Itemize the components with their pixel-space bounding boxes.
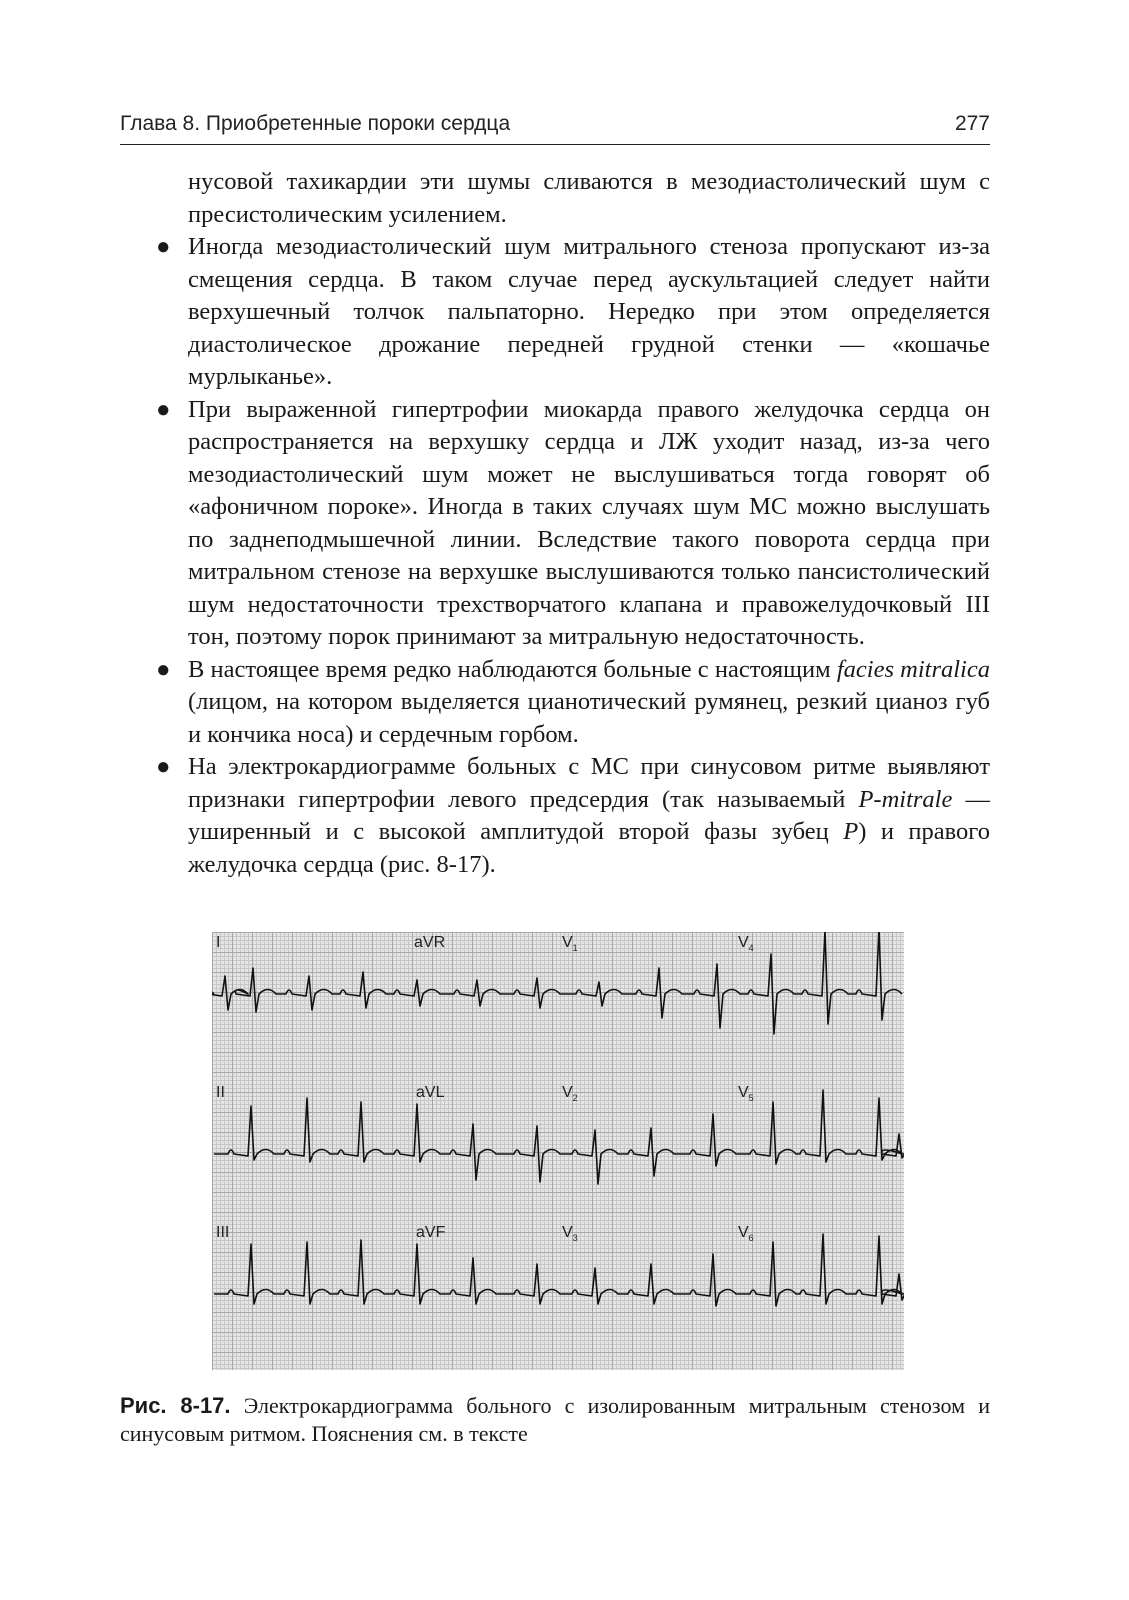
figure-caption xyxy=(120,1392,990,1448)
lead-label: aVF xyxy=(416,1224,446,1241)
continuation-paragraph: нусовой тахикардии эти шумы сливаются в мезодиастолический шум с пресистолическим усилением. xyxy=(188,168,990,228)
bullet-text-start: На электрокардиограмме больных с МС при синусовом ритме выявляют признаки гипертрофии левого предсердия (так называемый xyxy=(188,753,990,813)
bullet-item xyxy=(120,654,990,752)
ecg-trace xyxy=(212,932,902,1034)
ecg-trace xyxy=(214,1090,904,1184)
bullet-item xyxy=(120,394,990,654)
lead-label: II xyxy=(216,1084,225,1101)
bullet-icon: ● xyxy=(156,396,171,423)
bullet-item xyxy=(120,231,990,394)
lead-label: $V_1$ xyxy=(562,934,578,954)
lead-label: $V_4$ xyxy=(738,934,754,954)
bullet-item xyxy=(120,751,990,881)
bullet-text-start: В настоящее время редко наблюдаются больные с настоящим xyxy=(188,655,837,683)
bullet-text: При выраженной гипертрофии миокарда правого желудочка сердца он распространяется на верхушку сердца и ЛЖ уходит назад, из-за чего мезодиастолический шум может не выслушиваться тогда говорят об «афоничном пороке». Иногда в таких случаях шум МС можно выслушать по заднеподмышечной линии. Вследствие такого поворота сердца при митральном стенозе на верхушке выслушиваются только пансистолический шум недостаточности трехстворчатого клапана и правожелудочковый III тон, поэтому порок принимают за митральную недостаточность. xyxy=(188,395,990,650)
lead-label: aVR xyxy=(414,934,446,951)
bullet-icon: ● xyxy=(156,656,171,683)
bullet-italic-term: facies mitralica xyxy=(836,655,990,683)
bullet-icon: ● xyxy=(156,754,171,780)
bullet-icon: ● xyxy=(156,234,171,260)
ecg-traces xyxy=(212,932,904,1370)
page-number: 277 xyxy=(954,112,990,135)
caption-text: Электрокардиограмма больного с изолированным митральным стенозом и синусовым ритмом. Пояснения см. в тексте xyxy=(120,1393,990,1446)
ecg-trace xyxy=(214,1234,904,1306)
lead-label: $V_2$ xyxy=(562,1084,578,1104)
lead-label: $V_3$ xyxy=(562,1224,578,1244)
ecg-figure xyxy=(212,932,904,1370)
bullet-text-middle: — уширенный и с высокой амплитудой второй фазы зубец xyxy=(188,785,990,845)
chapter-title: Глава 8. Приобретенные пороки сердца xyxy=(120,112,511,135)
lead-label: aVL xyxy=(416,1084,445,1101)
bullet-text-end: (лицом, на котором выделяется цианотический румянец, резкий цианоз губ и кончика носа) и сердечным горбом. xyxy=(188,688,990,748)
bullet-text-end: ) и правого желудочка сердца (рис. 8-17). xyxy=(188,818,990,878)
lead-label: $V_5$ xyxy=(738,1084,754,1104)
running-header xyxy=(120,110,990,145)
lead-label: $V_6$ xyxy=(738,1224,754,1244)
bullet-italic-term: P xyxy=(843,818,859,845)
main-text xyxy=(120,166,990,881)
bullet-italic-term: P-mitrale xyxy=(858,785,953,813)
caption-label: Рис. 8-17. xyxy=(120,1393,231,1418)
lead-label: I xyxy=(216,934,221,951)
bullet-text: Иногда мезодиастолический шум митрального стеноза пропускают из-за смещения сердца. В таком случае перед аускультацией следует найти верхушечный толчок пальпаторно. Нередко при этом определяется диастолическое дрожание передней грудной стенки — «кошачье мурлыканье». xyxy=(188,233,990,390)
lead-label: III xyxy=(216,1224,230,1241)
